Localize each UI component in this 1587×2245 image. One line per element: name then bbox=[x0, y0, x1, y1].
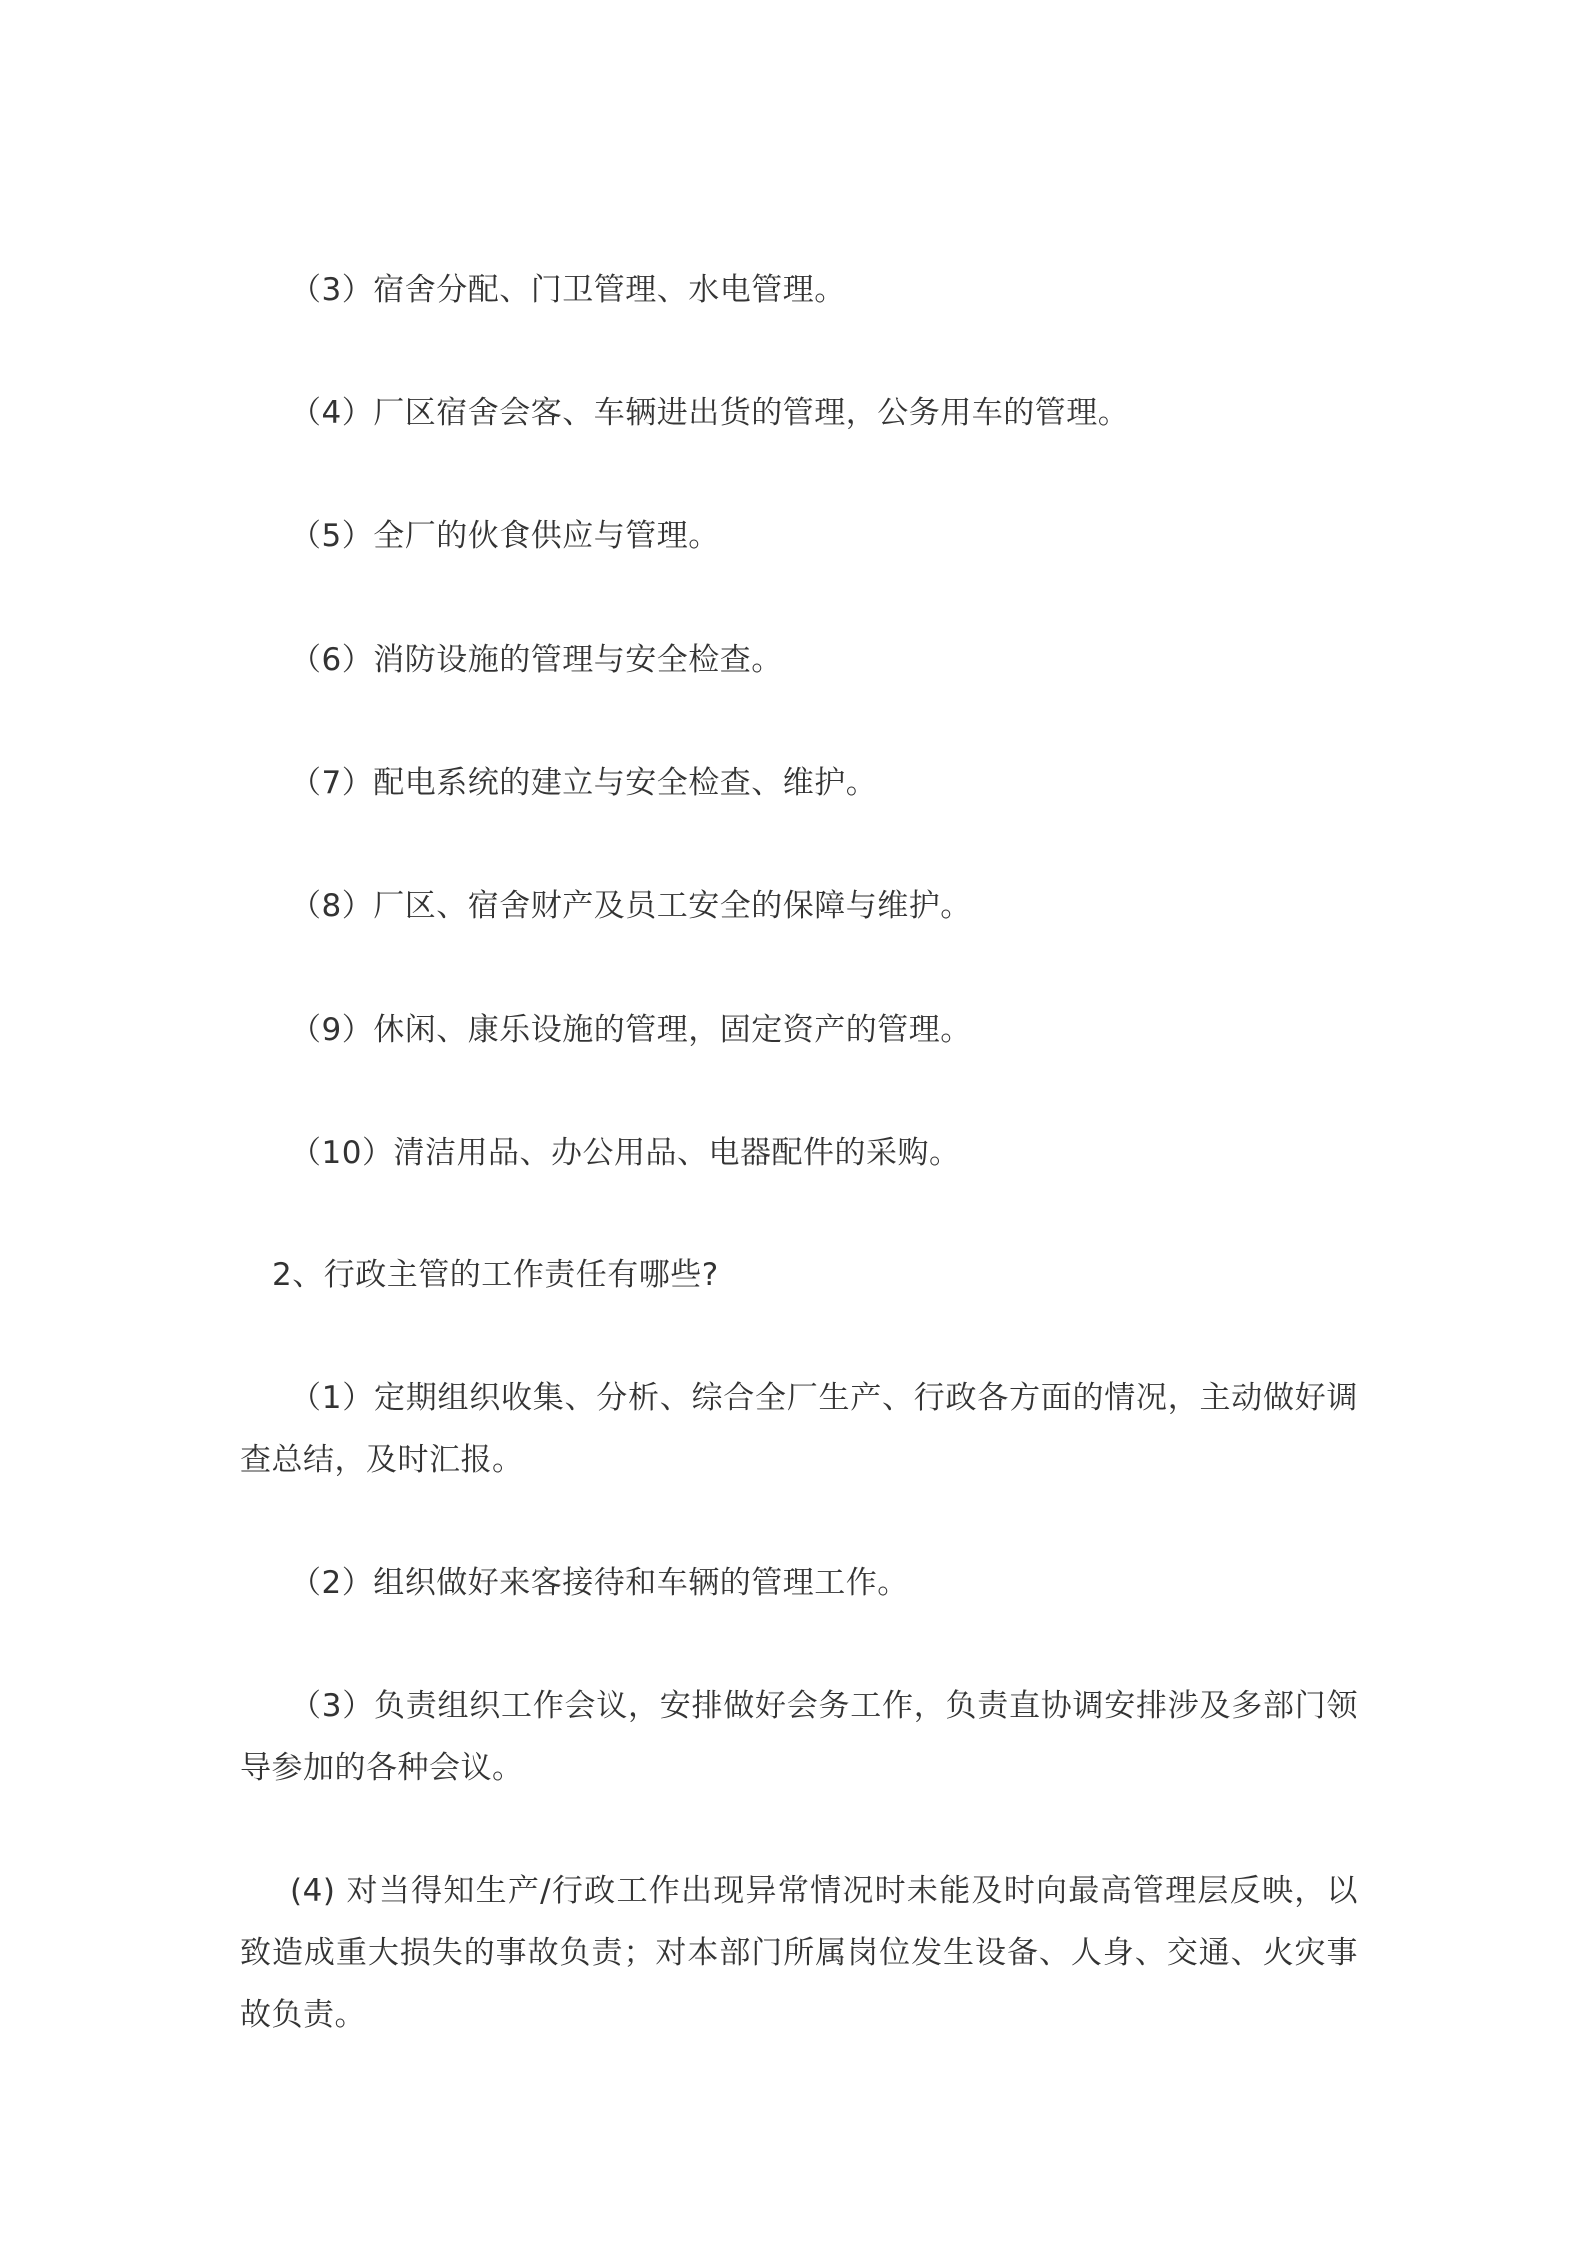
section-heading: 2、行政主管的工作责任有哪些? bbox=[272, 1257, 719, 1293]
list-item: （4）厂区宿舍会客、车辆进出货的管理，公务用车的管理。 bbox=[290, 395, 1130, 431]
list-item: （7）配电系统的建立与安全检查、维护。 bbox=[290, 765, 878, 801]
list-item: （8）厂区、宿舍财产及员工安全的保障与维护。 bbox=[290, 888, 972, 924]
list-item: (4) 对当得知生产/行政工作出现异常情况时未能及时向最高管理层反映，以致造成重大损失的事故负责；对本部门所属岗位发生设备、人身、交通、火灾事故负责。 bbox=[240, 1873, 1358, 2033]
list-item: （10）清洁用品、办公用品、电器配件的采购。 bbox=[290, 1135, 961, 1171]
list-item: （3）负责组织工作会议，安排做好会务工作，负责直协调安排涉及多部门领导参加的各种会议。 bbox=[240, 1688, 1358, 1786]
list-item: （2）组织做好来客接待和车辆的管理工作。 bbox=[290, 1565, 909, 1601]
list-item: （6）消防设施的管理与安全检查。 bbox=[290, 642, 783, 678]
list-item: （9）休闲、康乐设施的管理，固定资产的管理。 bbox=[290, 1012, 972, 1048]
list-item: （3）宿舍分配、门卫管理、水电管理。 bbox=[290, 272, 846, 308]
list-item: （5）全厂的伙食供应与管理。 bbox=[290, 518, 720, 554]
list-item: （1）定期组织收集、分析、综合全厂生产、行政各方面的情况，主动做好调查总结，及时汇报。 bbox=[240, 1380, 1358, 1478]
